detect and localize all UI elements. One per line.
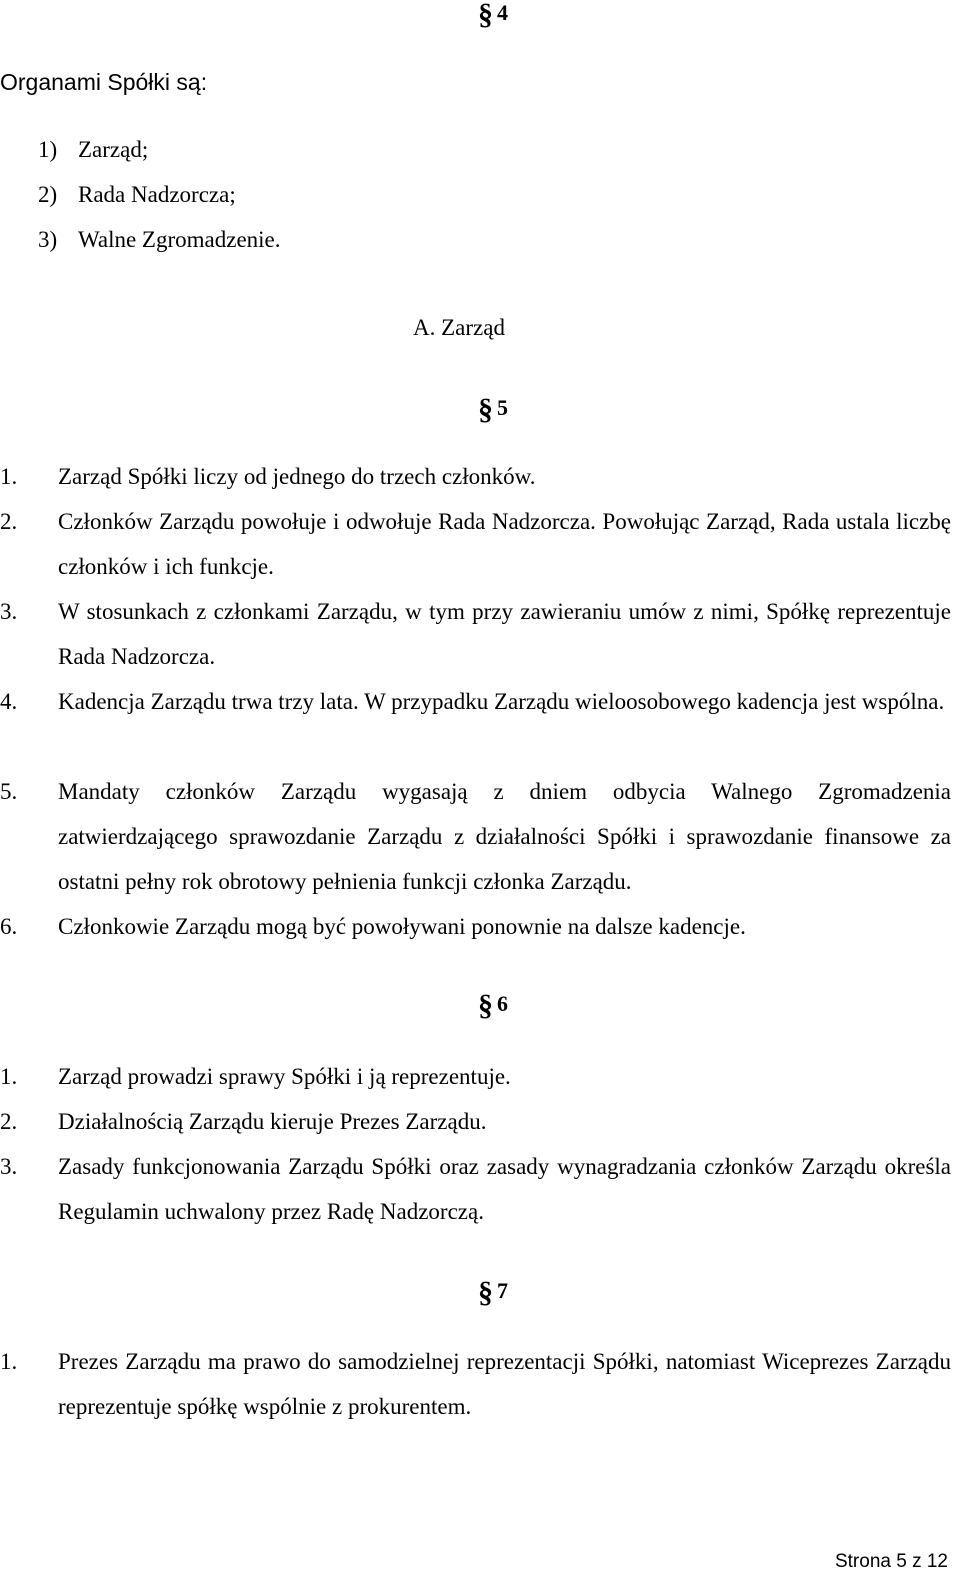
item-number: 1. bbox=[0, 1064, 18, 1089]
organs-list-num: 3) bbox=[38, 227, 58, 252]
organs-list-item: Rada Nadzorcza; bbox=[78, 182, 236, 207]
section-5-heading: § 5 bbox=[478, 393, 508, 426]
item-text: Kadencja Zarządu trwa trzy lata. W przypadku Zarządu wieloosobowego kadencja jest wspólna. bbox=[58, 689, 945, 714]
organs-list-num: 2) bbox=[38, 182, 58, 207]
section-7-heading: § 7 bbox=[478, 1276, 508, 1309]
page-footer: Strona 5 z 12 bbox=[834, 1551, 948, 1572]
item-number: 2. bbox=[0, 509, 18, 534]
item-text: Zarząd Spółki liczy od jednego do trzech członków. bbox=[58, 464, 536, 489]
item-number: 1. bbox=[0, 1349, 18, 1374]
item-text: Zarząd prowadzi sprawy Spółki i ją reprezentuje. bbox=[58, 1064, 511, 1089]
item-number: 1. bbox=[0, 464, 18, 489]
item-number: 5. bbox=[0, 779, 18, 804]
section-sign-icon: § bbox=[478, 0, 493, 31]
section-4-heading: § 4 bbox=[478, 0, 508, 31]
item-number: 4. bbox=[0, 689, 18, 714]
item-text: Mandaty członków Zarządu wygasają z dniem odbycia Walnego Zgromadzenia zatwierdzającego sprawozdanie Zarządu z działalności Spółki i sprawozdanie finansowe za ostatni pełny rok obrotowy pełnienia funkcji członka Zarządu. bbox=[58, 779, 951, 894]
item-text: Członkowie Zarządu mogą być powoływani ponownie na dalsze kadencje. bbox=[58, 914, 746, 939]
item-number: 3. bbox=[0, 1154, 18, 1179]
section-6-heading: § 6 bbox=[478, 989, 508, 1022]
organs-list-item: Zarząd; bbox=[78, 137, 149, 162]
section-sign-icon: § bbox=[478, 1276, 493, 1309]
chapter-heading: A. Zarząd bbox=[413, 315, 505, 340]
organs-list-num: 1) bbox=[38, 137, 58, 162]
organs-list-item: Walne Zgromadzenie. bbox=[78, 227, 281, 252]
item-number: 6. bbox=[0, 914, 18, 939]
section-sign-icon: § bbox=[478, 989, 493, 1022]
item-text: Członków Zarządu powołuje i odwołuje Rada Nadzorcza. Powołując Zarząd, Rada ustala liczbę członków i ich funkcje. bbox=[58, 509, 951, 579]
item-number: 2. bbox=[0, 1109, 18, 1134]
organs-intro: Organami Spółki są: bbox=[0, 69, 208, 95]
item-text: Prezes Zarządu ma prawo do samodzielnej reprezentacji Spółki, natomiast Wiceprezes Zarządu reprezentuje spółkę wspólnie z prokurentem. bbox=[58, 1349, 951, 1419]
item-text: Zasady funkcjonowania Zarządu Spółki oraz zasady wynagradzania członków Zarządu określa Regulamin uchwalony przez Radę Nadzorczą. bbox=[58, 1154, 951, 1224]
section-sign-icon: § bbox=[478, 393, 493, 426]
item-text: W stosunkach z członkami Zarządu, w tym przy zawieraniu umów z nimi, Spółkę reprezentuje Rada Nadzorcza. bbox=[58, 599, 951, 669]
item-text: Działalnością Zarządu kieruje Prezes Zarządu. bbox=[58, 1109, 487, 1134]
item-number: 3. bbox=[0, 599, 18, 624]
